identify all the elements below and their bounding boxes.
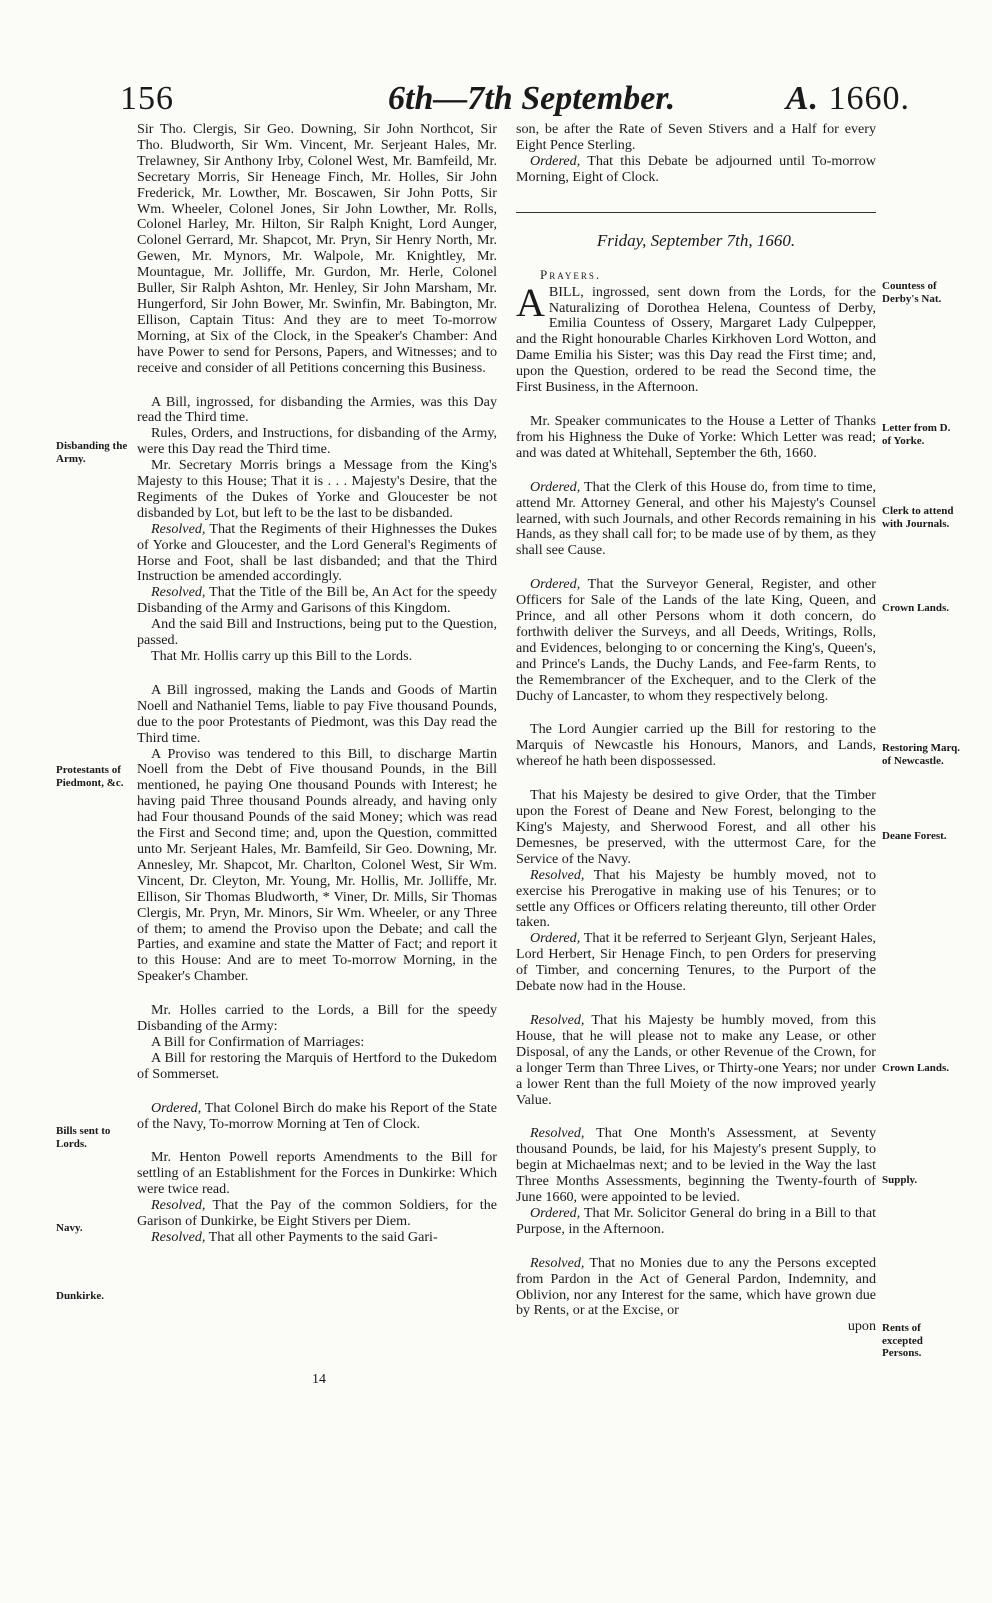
paragraph-bill-hertford: A Bill for restoring the Marquis of Hertford to the Dukedom of Sommerset. xyxy=(137,1049,497,1082)
margin-note-navy: Navy. xyxy=(56,1222,83,1234)
ordered-text: That this Debate be adjourned until To-morrow Morning, Eight of Clock. xyxy=(516,152,876,185)
running-year xyxy=(786,80,910,118)
paragraph-supply xyxy=(516,1126,876,1206)
paragraph-prerogative xyxy=(516,868,876,932)
paragraph-lease xyxy=(516,1013,876,1108)
paragraph-committee-members: Sir Tho. Clergis, Sir Geo. Downing, Sir John Northcot, Sir Tho. Bludworth, Sir Wm. Vincent, Mr. Serjeant Hales, Mr. Trelawney, Sir Anthony Irby, Colonel West, Mr. Bamfeild, Mr. Secretary Morris, Sir Heneage Finch, Mr. Holles, Sir John Frederick, Mr. Lowther, Mr. Boscawen, Sir John Potts, Sir Wm. Wheeler, Colonel Jones, Sir John Lowther, Mr. Rolls, Colonel Harley, Mr. Hilton, Sir Ralph Knight, Lord Aunger, Colonel Gerrard, Mr. Shapcot, Mr. Pryn, Sir Henry North, Mr. Gewen, Mr. Mynors, Mr. Walpole, Mr. Knightley, Mr. Mountague, Mr. Jolliffe, Mr. Gurdon, Mr. Herle, Colonel Buller, Sir Ralph Ashton, Mr. Henley, Sir John Marsham, Mr. Hungerford, Sir John Bower, Mr. Swinfin, Mr. Babington, Mr. Ellison, Captain Titus: And they are to meet To-morrow Morning, at Six of the Clock, in the Speaker's Chamber: And have Power to send for Persons, Papers, and Witnesses; and to receive and consider of all Petitions concerning this Business. xyxy=(137,121,497,376)
margin-note-crown-lands: Crown Lands. xyxy=(882,602,950,614)
naturalizing-text: BILL, ingrossed, sent down from the Lords, for the Naturalizing of Dorothea Helena, Countess of Derby, Emilia Countess of Ossery, Margaret Lady Culpepper, and the Right honourable Charles Kirkhoven Lord Wotton, and Dame Emilia his Sister; was this Day read the First time; and, upon the Question, ordered to be read the Second time, the First Business, in the Afternoon. xyxy=(516,283,876,396)
day-heading: Friday, September 7th, 1660. xyxy=(596,230,796,250)
margin-note-dunkirke: Dunkirke. xyxy=(56,1290,104,1302)
paragraph-piedmont-proviso: A Proviso was tendered to this Bill, to discharge Martin Noell from the Debt of Five thousand Pounds, in the Bill mentioned, he paying One thousand Pounds with Interest; he having paid Three thousand Pounds already, and having only had Four thousand Pounds of the said Money; which was read the First and Second time; and, upon the Question, committed unto Mr. Serjeant Hales, Mr. Bamfeild, Sir Geo. Downing, Mr. Annesley, Mr. Shapcot, Mr. Charlton, Colonel West, Sir Wm. Vincent, Dr. Cleyton, Mr. Young, Mr. Hollis, Mr. Jolliffe, Mr. Ellison, Sir Thomas Bludworth, * Viner, Dr. Mills, Sir Thomas Clergis, Mr. Pryn, Mr. Minors, Sir Wm. Wheeler, or any Three of them; to amend the Proviso upon the Debate; and call the Parties, and examine and state the Matter of Fact; and report it to this House: And are to meet To-morrow Morning, in the Speaker's Chamber. xyxy=(137,745,497,985)
resolved-label: Resolved, xyxy=(151,584,206,601)
resolved-label: Resolved, xyxy=(530,866,585,883)
ordered-text: That the Surveyor General, Register, and other Officers for Sale of the Lands of the late King, Queen, and Prince, and all other Persons whom it doth concern, do forthwith deliver the Surveys, and all Deeds, Writings, Rolls, and Evidences, belonging to or concerning the King's, Queen's, and Prince's Lands, the Duchy Lands, and Fee-farm Rents, to the Remembrancer of the Exchequer, and to the Clerk of the Duchy of Lancaster, to whom they respectively belong. xyxy=(516,576,876,704)
margin-note-letter: Letter from D. of Yorke. xyxy=(882,422,951,447)
paragraph-piedmont-bill: A Bill ingrossed, making the Lands and Goods of Martin Noell and Nathaniel Tems, liable to pay Five thousand Pounds, due to the poor Protestants of Piedmont, was this Day read the Third time. xyxy=(137,681,497,746)
paragraph-solicitor xyxy=(516,1206,876,1238)
paragraph-bills-lords: Mr. Holles carried to the Lords, a Bill for the speedy Disbanding of the Army: xyxy=(137,1002,497,1035)
resolved-label: Resolved, xyxy=(151,1229,206,1245)
paragraph-naturalizing xyxy=(516,279,876,396)
ordered-text: That Colonel Birch do make his Report of the State of the Navy, To-morrow Morning at Ten of Clock. xyxy=(137,1099,497,1132)
paragraph-stivers-continued: son, be after the Rate of Seven Stivers and a Half for every Eight Pence Sterling. xyxy=(516,121,876,153)
paragraph-navy-order xyxy=(137,1101,497,1133)
margin-note-deane: Deane Forest. xyxy=(882,830,947,842)
resolved-label: Resolved, xyxy=(151,520,206,537)
paragraph-disband-bill: A Bill, ingrossed, for disbanding the Armies, was this Day read the Third time. xyxy=(137,393,497,426)
section-rule xyxy=(516,212,876,213)
margin-note-rents: Rents of excepted Persons. xyxy=(882,1322,923,1359)
ordered-label: Ordered, xyxy=(530,930,581,947)
margin-note-countess: Countess of Derby's Nat. xyxy=(882,280,942,305)
ordered-label: Ordered, xyxy=(151,1099,202,1116)
margin-note-disbanding: Disbanding the Army. xyxy=(56,440,128,465)
paragraph-dunkirke-report: Mr. Henton Powell reports Amendments to the Bill for settling of an Establishment for the Forces in Dunkirke: Which were twice read. xyxy=(137,1149,497,1198)
resolved-label: Resolved, xyxy=(530,1011,585,1028)
drop-cap: A xyxy=(516,279,545,325)
paragraph-monies xyxy=(516,1256,876,1320)
ordered-label: Ordered, xyxy=(530,1204,581,1221)
right-column xyxy=(516,122,876,1335)
resolved-label: Resolved, xyxy=(151,1197,206,1214)
margin-note-clerk: Clerk to attend with Journals. xyxy=(882,505,954,530)
paragraph-resolved-regiments xyxy=(137,522,497,586)
page-number: 156 xyxy=(120,80,174,117)
resolved-text: That the Regiments of their Highnesses the Dukes of Yorke and Gloucester, and the Lord General's Regiments of Horse and Foot, shall be last disbanded; and that the Third Instruction be amended accordingly. xyxy=(137,520,497,585)
signature-mark: 14 xyxy=(312,1372,326,1387)
prayers-heading: Prayers. xyxy=(540,266,602,282)
catchword: upon xyxy=(847,1318,876,1335)
resolved-text: That One Month's Assessment, at Seventy thousand Pounds, be laid, for his Majesty's present Supply, to begin at Michaelmas next; and to be levied in the Way the last Three Months Assessments, beginning the Twenty-fourth of June 1660, were appointed to be levied. xyxy=(516,1125,876,1206)
resolved-text: That the Title of the Bill be, An Act for the speedy Disbanding of the Army and Garisons of this Kingdom. xyxy=(137,584,497,617)
paragraph-glyn-order xyxy=(516,931,876,995)
resolved-text: That his Majesty be humbly moved, not to exercise his Prerogative in making use of his Tenures; or to settle any Offices or Officers relating thereunto, till other Order taken. xyxy=(516,866,876,931)
ordered-label: Ordered, xyxy=(530,152,581,169)
paragraph-dunkirke-pay xyxy=(137,1198,497,1230)
paragraph-adjourn xyxy=(516,154,876,186)
margin-note-bills-sent: Bills sent to Lords. xyxy=(56,1125,111,1150)
resolved-label: Resolved, xyxy=(530,1125,585,1142)
resolved-text: That all other Payments to the said Gari- xyxy=(205,1229,438,1245)
ordered-text: That the Clerk of this House do, from time to time, attend Mr. Attorney General, and other his Majesty's Counsel learned, with such Journals, and other Records remaining in his Hands, as they shall call for; to be made use of by them, as they shall see Cause. xyxy=(516,478,876,559)
margin-note-supply: Supply. xyxy=(882,1174,918,1186)
paragraph-hollis-carry: That Mr. Hollis carry up this Bill to the Lords. xyxy=(151,648,413,664)
paragraph-bill-marriages: A Bill for Confirmation of Marriages: xyxy=(151,1033,365,1050)
ordered-text: That Mr. Solicitor General do bring in a Bill to that Purpose, in the Afternoon. xyxy=(516,1204,876,1237)
running-date: 6th—7th September. xyxy=(388,80,676,117)
paragraph-timber: That his Majesty be desired to give Order, that the Timber upon the Forest of Deane and New Forest, belonging to the King's Majesty, and Sherwood Forest, and all other his Demesnes, be preserved, with the uttermost Care, for the Service of the Navy. xyxy=(516,787,876,867)
paragraph-clerk-order xyxy=(516,480,876,560)
margin-note-protestants: Protestants of Piedmont, &c. xyxy=(56,764,124,789)
ordered-text: That it be referred to Serjeant Glyn, Serjeant Hales, Lord Herbert, Sir Henage Finch, to pen Orders for preserving of Timber, and concerning Tenures, to the Purport of the Debate now had in the House. xyxy=(516,930,876,995)
year-prefix: A. xyxy=(785,80,819,117)
resolved-text: That his Majesty be humbly moved, from this House, that he will please not to make any Lease, or other Disposal, of any the Lands, or other Revenue of the Crown, for a longer Term than Three Lives, or Thirty-one Years; nor under a lower Rent than the full Moiety of the now improved yearly Value. xyxy=(516,1011,876,1108)
resolved-text: That the Pay of the common Soldiers, for the Garison of Dunkirke, be Eight Stivers per Diem. xyxy=(137,1197,497,1230)
margin-note-newcastle: Restoring Marq. of Newcastle. xyxy=(882,742,961,767)
paragraph-surveyor-order xyxy=(516,577,876,704)
ordered-label: Ordered, xyxy=(530,478,581,495)
paragraph-letter-yorke: Mr. Speaker communicates to the House a Letter of Thanks from his Highness the Duke of Yorke: Which Letter was read; and was dated at Whitehall, September the 6th, 1660. xyxy=(516,412,876,461)
ordered-label: Ordered, xyxy=(530,576,581,593)
paragraph-dunkirke-other xyxy=(137,1230,497,1246)
resolved-label: Resolved, xyxy=(530,1254,585,1271)
paragraph-disband-rules: Rules, Orders, and Instructions, for disbanding of the Army, were this Day read the Third time. xyxy=(137,425,497,458)
year-value: 1660. xyxy=(828,80,910,117)
paragraph-king-message: Mr. Secretary Morris brings a Message from the King's Majesty to this House; That it is . . . Majesty's Desire, that the Regiments of the Dukes of Yorke and Gloucester be not disbanded by Lot, but left to be the last to be disbanded. xyxy=(137,457,497,521)
paragraph-question-passed: And the said Bill and Instructions, being put to the Question, passed. xyxy=(137,616,497,649)
margin-note-crown-lands-2: Crown Lands. xyxy=(882,1062,950,1074)
paragraph-aungier: The Lord Aungier carried up the Bill for restoring to the Marquis of Newcastle his Honours, Manors, and Lands, whereof he hath been dispossessed. xyxy=(516,721,876,770)
resolved-text: That no Monies due to any the Persons excepted from Pardon in the Act of General Pardon, Indemnity, and Oblivion, nor any Interest for the same, which have grown due by Rents, or at the Excise, or xyxy=(516,1254,876,1319)
left-column xyxy=(137,122,497,1246)
paragraph-resolved-title xyxy=(137,585,497,617)
